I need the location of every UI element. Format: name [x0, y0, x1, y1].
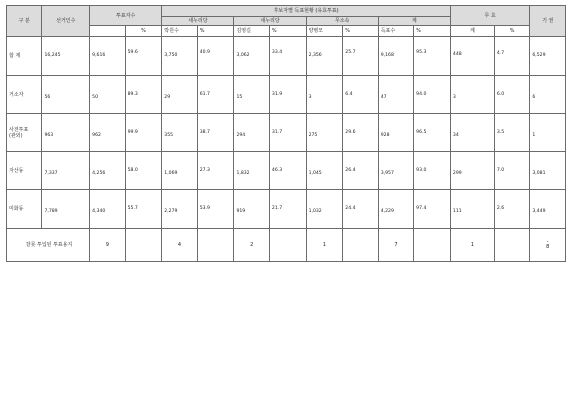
- electors-value: 7,337: [42, 152, 90, 190]
- invalid-value: 299: [450, 152, 494, 190]
- cand1-value: 2,279: [162, 190, 197, 229]
- cand3-value: 3: [306, 76, 343, 114]
- voters-value: 962: [90, 114, 125, 152]
- abstain-cell: [530, 229, 566, 262]
- invalid-pct-value: 6.0: [494, 76, 529, 114]
- cand2-value: 919: [234, 190, 269, 229]
- header-candidate-group: 후보자별 득표현황 (유효투표): [162, 6, 451, 17]
- table-row: [7, 76, 566, 114]
- cand3-value: 275: [306, 114, 343, 152]
- table-row: [7, 190, 566, 229]
- voters-value: 50: [90, 76, 125, 114]
- cand2-pct-value: 21.7: [269, 190, 306, 229]
- cand2-value: 3,062: [234, 37, 269, 76]
- header-party3: 무소속: [306, 17, 378, 26]
- cand3-value: 1: [306, 229, 343, 262]
- table-row: [7, 114, 566, 152]
- abstain-value: 6,529: [530, 37, 566, 76]
- total-value: 7: [378, 229, 413, 262]
- cand3-value: 1,045: [306, 152, 343, 190]
- electors-value: 963: [42, 114, 90, 152]
- voters-pct-value: 58.0: [125, 152, 162, 190]
- cand3-value: 2,356: [306, 37, 343, 76]
- cand2-value: 1,832: [234, 152, 269, 190]
- cand2-pct-value: 46.3: [269, 152, 306, 190]
- cand2-value: 15: [234, 76, 269, 114]
- voters-pct-value: 99.9: [125, 114, 162, 152]
- row-label: 거소자: [7, 76, 42, 114]
- electors-value: 56: [42, 76, 90, 114]
- empty-cell: [414, 229, 451, 262]
- total-pct-value: 94.0: [414, 76, 451, 114]
- voters-value: 9,616: [90, 37, 125, 76]
- cand2-value: 294: [234, 114, 269, 152]
- header-total: 계: [378, 17, 450, 26]
- cand1-value: 3,750: [162, 37, 197, 76]
- abstain-mark: -: [546, 238, 549, 245]
- subheader-cand2-pct: %: [269, 26, 306, 37]
- cand1-pct-value: 53.9: [197, 190, 234, 229]
- header-abstain: 기 권: [530, 6, 566, 37]
- subheader-cand1-pct: %: [197, 26, 234, 37]
- abstain-value: 3,081: [530, 152, 566, 190]
- subheader-total-count: 득표수: [378, 26, 413, 37]
- header-voters: 투표자수: [90, 6, 162, 26]
- voters-value: 4,340: [90, 190, 125, 229]
- row-label: 미화동: [7, 190, 42, 229]
- subheader-cand3: 양병모: [306, 26, 343, 37]
- cand1-value: 4: [162, 229, 197, 262]
- invalid-pct-value: 3.5: [494, 114, 529, 152]
- invalid-pct-value: 4.7: [494, 37, 529, 76]
- header-invalid: 무 효: [450, 6, 529, 26]
- invalid-value: 3: [450, 76, 494, 114]
- table-row: [7, 152, 566, 190]
- cand3-pct-value: 24.4: [343, 190, 378, 229]
- voters-pct-value: 59.6: [125, 37, 162, 76]
- voters-value: 9: [90, 229, 125, 262]
- election-results-table: [6, 5, 566, 262]
- cand1-pct-value: 40.9: [197, 37, 234, 76]
- table-row: [7, 37, 566, 76]
- cand2-pct-value: 31.7: [269, 114, 306, 152]
- cand1-pct-value: 27.3: [197, 152, 234, 190]
- voters-value: 4,256: [90, 152, 125, 190]
- cand1-value: 1,069: [162, 152, 197, 190]
- cand2-pct-value: 33.4: [269, 37, 306, 76]
- empty-cell: [343, 229, 378, 262]
- subheader-invalid-pct: %: [494, 26, 529, 37]
- abstain-value: 3,449: [530, 190, 566, 229]
- row-label: 합 계: [7, 37, 42, 76]
- cand3-pct-value: 6.4: [343, 76, 378, 114]
- cand1-pct-value: 38.7: [197, 114, 234, 152]
- cand2-pct-value: 31.9: [269, 76, 306, 114]
- invalid-pct-value: 7.0: [494, 152, 529, 190]
- header-electors: 선거인수: [42, 6, 90, 37]
- total-pct-value: 93.0: [414, 152, 451, 190]
- cand3-pct-value: 26.4: [343, 152, 378, 190]
- total-pct-value: 97.4: [414, 190, 451, 229]
- abstain-value: 6: [530, 76, 566, 114]
- table-row-misplaced: [7, 229, 566, 262]
- empty-cell: [197, 229, 234, 262]
- total-pct-value: 95.3: [414, 37, 451, 76]
- subheader-invalid-count: 계: [450, 26, 494, 37]
- subheader-total-pct: %: [414, 26, 451, 37]
- electors-value: 16,245: [42, 37, 90, 76]
- abstain-value: 1: [530, 114, 566, 152]
- subheader-cand1: 박원수: [162, 26, 197, 37]
- invalid-value: 448: [450, 37, 494, 76]
- total-value: 9,168: [378, 37, 413, 76]
- invalid-value: 34: [450, 114, 494, 152]
- header-party2: 새누리당: [234, 17, 306, 26]
- empty-cell: [494, 229, 529, 262]
- header-gubun: 구 분: [7, 6, 42, 37]
- voters-pct-value: 89.3: [125, 76, 162, 114]
- empty-cell: [269, 229, 306, 262]
- cand3-pct-value: 29.6: [343, 114, 378, 152]
- cand2-value: 2: [234, 229, 269, 262]
- header-party1: 새누리당: [162, 17, 234, 26]
- subheader-voters-pct: %: [125, 26, 162, 37]
- row-label: 사전투표 (관외): [7, 114, 42, 152]
- cand1-value: 355: [162, 114, 197, 152]
- total-value: 47: [378, 76, 413, 114]
- subheader-cand2: 김영길: [234, 26, 269, 37]
- subheader-voters-count: [90, 26, 125, 37]
- total-value: 4,229: [378, 190, 413, 229]
- row-label: 자산동: [7, 152, 42, 190]
- total-pct-value: 96.5: [414, 114, 451, 152]
- invalid-value: 111: [450, 190, 494, 229]
- cand1-value: 29: [162, 76, 197, 114]
- invalid-value: 1: [450, 229, 494, 262]
- total-value: 928: [378, 114, 413, 152]
- total-value: 3,957: [378, 152, 413, 190]
- voters-pct-value: 55.7: [125, 190, 162, 229]
- subheader-cand3-pct: %: [343, 26, 378, 37]
- invalid-pct-value: 2.6: [494, 190, 529, 229]
- abstain-value: 8: [546, 243, 550, 250]
- cand3-pct-value: 25.7: [343, 37, 378, 76]
- cand1-pct-value: 61.7: [197, 76, 234, 114]
- cand3-value: 1,032: [306, 190, 343, 229]
- electors-value: 7,789: [42, 190, 90, 229]
- row-label: 잘못 투입된 투표용지: [7, 229, 90, 262]
- empty-cell: [125, 229, 162, 262]
